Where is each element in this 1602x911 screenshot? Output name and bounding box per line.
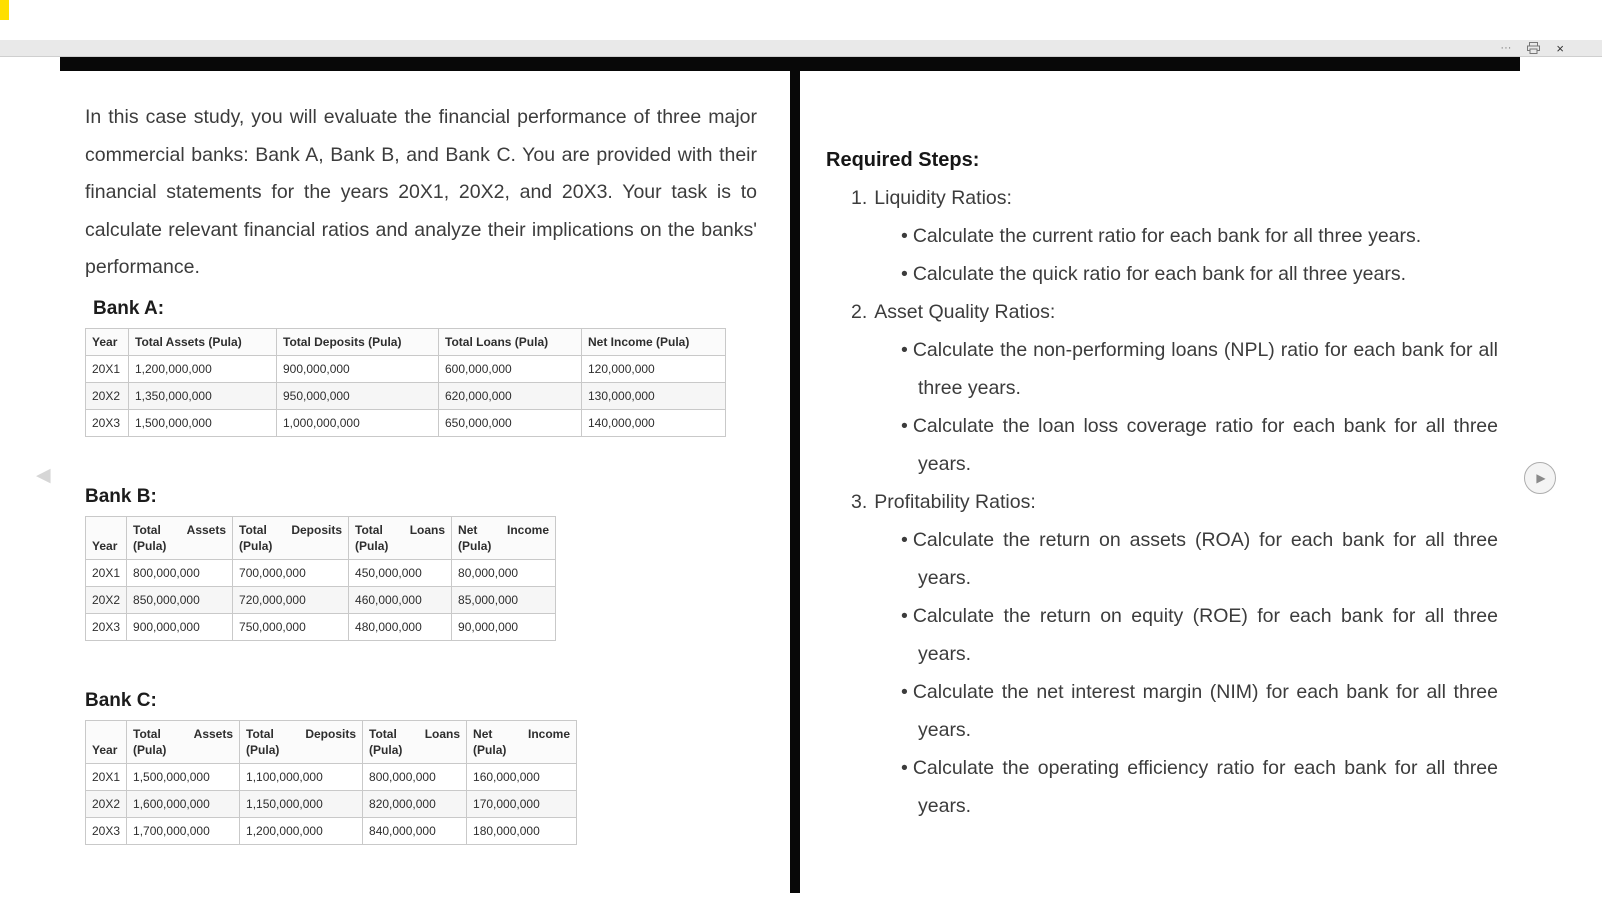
bullet-text: Calculate the return on equity (ROE) for each bank for all three years. <box>912 605 1498 665</box>
bullet-text: Calculate the net interest margin (NIM) for each bank for all three years. <box>912 681 1498 741</box>
table-cell: 900,000,000 <box>277 355 439 382</box>
next-page-button[interactable] <box>1524 462 1556 494</box>
table-cell: 1,700,000,000 <box>127 817 240 844</box>
table-cell: 170,000,000 <box>467 790 577 817</box>
bullet-item <box>901 749 1498 825</box>
table-header-row <box>86 328 726 355</box>
table-cell: 820,000,000 <box>363 790 467 817</box>
table-cell: 85,000,000 <box>452 586 556 613</box>
step-heading <box>826 483 1498 521</box>
table-header-cell: Total Loans (Pula) <box>363 720 467 763</box>
steps-list <box>826 179 1498 825</box>
table-header-cell: Net Income (Pula) <box>582 328 726 355</box>
table-header-row <box>86 516 556 559</box>
bullet-item <box>901 407 1498 483</box>
step-number: 2. <box>851 301 868 323</box>
table-cell: 600,000,000 <box>439 355 582 382</box>
table-cell: 650,000,000 <box>439 409 582 436</box>
bullet-icon: • <box>901 757 908 779</box>
table-cell: 80,000,000 <box>452 559 556 586</box>
bank-table <box>85 516 556 641</box>
table-header-cell: Year <box>86 720 127 763</box>
table-cell: 90,000,000 <box>452 613 556 640</box>
table-cell: 20X2 <box>86 382 129 409</box>
table-cell: 850,000,000 <box>127 586 233 613</box>
more-icon[interactable]: ··· <box>1500 41 1512 54</box>
step-label: Asset Quality Ratios: <box>874 301 1056 323</box>
table-cell: 20X2 <box>86 790 127 817</box>
table-header-cell: Net Income (Pula) <box>467 720 577 763</box>
bullet-text: Calculate the operating efficiency ratio for each bank for all three years. <box>912 757 1498 817</box>
bank-c-table <box>85 720 757 845</box>
table-row <box>86 586 556 613</box>
table-header-cell: Year <box>86 328 129 355</box>
table-cell: 120,000,000 <box>582 355 726 382</box>
bank-a-section <box>85 297 757 437</box>
table-cell: 20X3 <box>86 409 129 436</box>
table-cell: 900,000,000 <box>127 613 233 640</box>
table-cell: 160,000,000 <box>467 763 577 790</box>
table-header-cell: Net Income (Pula) <box>452 516 556 559</box>
bullet-item <box>901 521 1498 597</box>
table-row <box>86 355 726 382</box>
table-header-cell: Total Deposits (Pula) <box>240 720 363 763</box>
table-cell: 1,350,000,000 <box>129 382 277 409</box>
bullet-item <box>901 597 1498 673</box>
table-cell: 1,200,000,000 <box>240 817 363 844</box>
table-cell: 720,000,000 <box>233 586 349 613</box>
table-cell: 20X3 <box>86 613 127 640</box>
bullet-icon: • <box>901 225 908 247</box>
bank-b-title: Bank B: <box>85 485 157 507</box>
table-header-row <box>86 720 577 763</box>
required-steps-title: Required Steps: <box>826 149 980 171</box>
bullet-text: Calculate the return on assets (ROA) for each bank for all three years. <box>912 529 1498 589</box>
close-icon[interactable]: × <box>1556 40 1564 56</box>
bank-c-title: Bank C: <box>85 689 157 711</box>
table-cell: 1,200,000,000 <box>129 355 277 382</box>
table-cell: 1,150,000,000 <box>240 790 363 817</box>
step-number: 3. <box>851 491 868 513</box>
table-header-cell: Total Loans (Pula) <box>439 328 582 355</box>
bullet-text: Calculate the loan loss coverage ratio for each bank for all three years. <box>912 415 1498 475</box>
prev-page-button[interactable] <box>36 464 51 487</box>
table-cell: 840,000,000 <box>363 817 467 844</box>
table-row <box>86 382 726 409</box>
bullet-item <box>901 255 1498 293</box>
table-header-cell: Total Assets (Pula) <box>127 516 233 559</box>
table-header-cell: Total Deposits (Pula) <box>277 328 439 355</box>
bullet-icon: • <box>901 529 908 551</box>
table-cell: 1,500,000,000 <box>127 763 240 790</box>
intro-paragraph: In this case study, you will evaluate the financial performance of three major commercial banks: Bank A, Bank B, and Bank C. You are provided with their financial statements for the years 20X1, 20X2, and 20X3. Your task is to calculate relevant financial ratios and analyze their implications on the banks' performance. <box>85 106 757 278</box>
table-row <box>86 790 577 817</box>
table-cell: 20X2 <box>86 586 127 613</box>
table-cell: 800,000,000 <box>363 763 467 790</box>
table-cell: 130,000,000 <box>582 382 726 409</box>
page-divider <box>790 71 800 893</box>
bullet-icon: • <box>901 263 908 285</box>
table-cell: 460,000,000 <box>349 586 452 613</box>
table-header-cell: Total Deposits (Pula) <box>233 516 349 559</box>
step-heading <box>826 179 1498 217</box>
step-label: Profitability Ratios: <box>874 491 1036 513</box>
page-top-border <box>60 57 1520 71</box>
step-label: Liquidity Ratios: <box>874 187 1012 209</box>
bank-b-table <box>85 516 757 641</box>
step-heading <box>826 293 1498 331</box>
table-header-cell: Total Assets (Pula) <box>129 328 277 355</box>
bullet-text: Calculate the quick ratio for each bank for all three years. <box>912 263 1407 285</box>
table-cell: 750,000,000 <box>233 613 349 640</box>
next-arrow-icon: ▶ <box>1536 471 1546 485</box>
table-cell: 20X1 <box>86 355 129 382</box>
table-cell: 950,000,000 <box>277 382 439 409</box>
right-page <box>803 71 1520 825</box>
table-cell: 1,600,000,000 <box>127 790 240 817</box>
bullet-icon: • <box>901 681 908 703</box>
table-row <box>86 409 726 436</box>
table-cell: 1,000,000,000 <box>277 409 439 436</box>
table-cell: 700,000,000 <box>233 559 349 586</box>
table-cell: 20X1 <box>86 559 127 586</box>
table-cell: 620,000,000 <box>439 382 582 409</box>
bank-table <box>85 720 577 845</box>
table-row <box>86 559 556 586</box>
print-icon[interactable] <box>1527 42 1540 54</box>
table-cell: 20X3 <box>86 817 127 844</box>
table-cell: 180,000,000 <box>467 817 577 844</box>
table-cell: 140,000,000 <box>582 409 726 436</box>
window-toolbar <box>0 40 1602 57</box>
bank-a-table <box>85 328 757 437</box>
highlight-marker <box>0 0 9 20</box>
table-cell: 800,000,000 <box>127 559 233 586</box>
table-row <box>86 817 577 844</box>
bullet-icon: • <box>901 339 908 361</box>
table-row <box>86 613 556 640</box>
bullet-text: Calculate the non-performing loans (NPL) ratio for each bank for all three years. <box>912 339 1498 399</box>
table-cell: 450,000,000 <box>349 559 452 586</box>
prev-arrow-icon: ◀ <box>36 465 51 486</box>
bank-c-section <box>85 689 757 845</box>
bank-a-title: Bank A: <box>93 297 165 319</box>
table-cell: 20X1 <box>86 763 127 790</box>
bullet-item <box>901 673 1498 749</box>
table-cell: 1,100,000,000 <box>240 763 363 790</box>
bullet-item <box>901 331 1498 407</box>
table-cell: 480,000,000 <box>349 613 452 640</box>
table-header-cell: Total Loans (Pula) <box>349 516 452 559</box>
step-number: 1. <box>851 187 868 209</box>
table-header-cell: Year <box>86 516 127 559</box>
bullet-icon: • <box>901 415 908 437</box>
table-cell: 1,500,000,000 <box>129 409 277 436</box>
left-page <box>60 71 781 845</box>
bullet-item <box>901 217 1498 255</box>
bank-b-section <box>85 485 757 641</box>
bank-table <box>85 328 726 437</box>
table-header-cell: Total Assets (Pula) <box>127 720 240 763</box>
bullet-icon: • <box>901 605 908 627</box>
table-row <box>86 763 577 790</box>
bullet-text: Calculate the current ratio for each bank for all three years. <box>912 225 1422 247</box>
